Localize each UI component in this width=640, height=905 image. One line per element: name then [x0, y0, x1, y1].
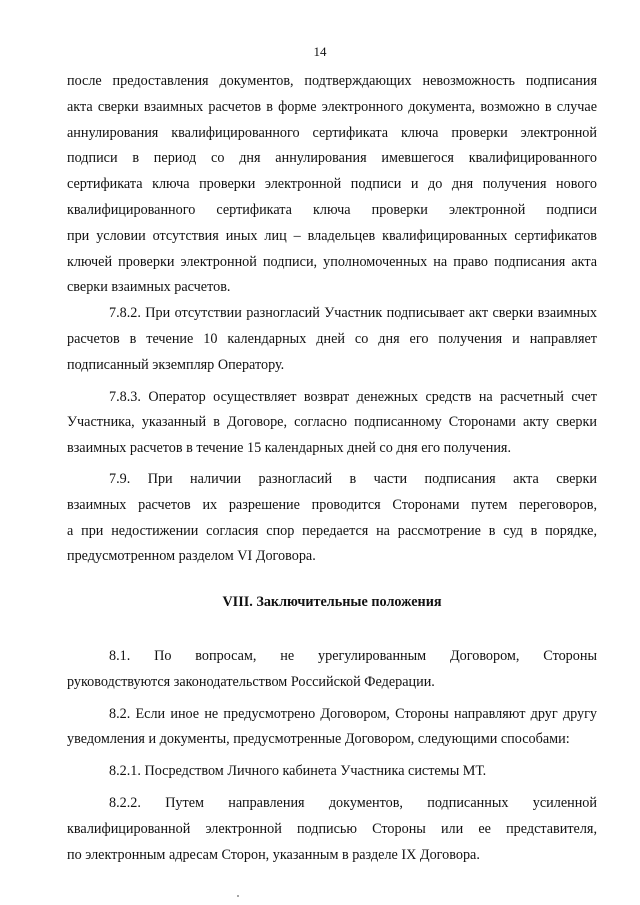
text-line: предусмотренном разделом VI Договора.	[67, 548, 316, 565]
text-line: расчетов в течение 10 календарных дней со дня его получения и направляет	[67, 330, 597, 347]
text-line: 7.9. При наличии разногласий в части подписания акта сверки	[109, 470, 597, 487]
text-line: 8.1. По вопросам, не урегулированным Договором, Стороны	[109, 647, 597, 664]
paragraph-8-2-2	[67, 791, 597, 868]
text-line: ключей проверки электронной подписи, уполномоченных на право подписания акта	[67, 253, 597, 270]
text-line: подписи в период со дня аннулирования имевшегося квалифицированного	[67, 150, 597, 167]
paragraph-7-8-2	[67, 301, 597, 378]
text-line: квалифицированного сертификата ключа проверки электронной подписи	[67, 201, 597, 218]
text-line: взаимных расчетов в течение 15 календарных дней со дня его получения.	[67, 440, 511, 457]
text-line: подписанный экземпляр Оператору.	[67, 356, 285, 373]
text-line: взаимных расчетов их разрешение проводится Сторонами путем переговоров,	[67, 496, 597, 513]
paragraph-7-8-3	[67, 385, 597, 462]
text-line: уведомления и документы, предусмотренные Договором, следующими способами:	[67, 731, 570, 748]
page-number: 14	[313, 44, 327, 59]
text-line: после предоставления документов, подтверждающих невозможность подписания	[67, 73, 597, 89]
text-line: руководствуются законодательством Российской Федерации.	[67, 673, 435, 690]
text-line: при условии отсутствия иных лиц – владельцев квалифицированных сертификатов	[67, 227, 597, 244]
text-line: 7.8.2. При отсутствии разногласий Участник подписывает акт сверки взаимных	[109, 305, 597, 322]
text-line: Участника, указанный в Договоре, согласно подписанному Сторонами акту сверки	[67, 414, 597, 431]
text-line: сертификата ключа проверки электронной подписи и до дня получения нового	[67, 176, 597, 193]
document-body	[67, 69, 597, 868]
section-heading: VIII. Заключительные положения	[222, 594, 442, 611]
text-line: 7.8.3. Оператор осуществляет возврат денежных средств на расчетный счет	[109, 388, 597, 405]
paragraph-8-1	[67, 644, 597, 696]
paragraph-8-2	[67, 702, 597, 754]
text-line: аннулирования квалифицированного сертификата ключа проверки электронной	[67, 124, 597, 141]
text-line: сверки взаимных расчетов.	[67, 279, 231, 296]
scan-speck	[237, 895, 239, 897]
text-line: по электронным адресам Сторон, указанным в разделе IX Договора.	[67, 846, 480, 863]
text-line: а при недостижении согласия спор передается на рассмотрение в суд в порядке,	[67, 522, 597, 539]
paragraph-8-2-1	[67, 759, 597, 785]
text-line: 8.2.1. Посредством Личного кабинета Участника системы МТ.	[109, 763, 487, 780]
paragraph-continuation	[67, 69, 597, 301]
paragraph-7-9	[67, 467, 597, 570]
text-line: 8.2. Если иное не предусмотрено Договором, Стороны направляют друг другу	[109, 705, 597, 722]
text-line: квалифицированной электронной подписью Стороны или ее представителя,	[67, 820, 597, 837]
text-line: 8.2.2. Путем направления документов, подписанных усиленной	[109, 794, 597, 811]
text-line: акта сверки взаимных расчетов в форме электронного документа, возможно в случае	[67, 98, 597, 115]
